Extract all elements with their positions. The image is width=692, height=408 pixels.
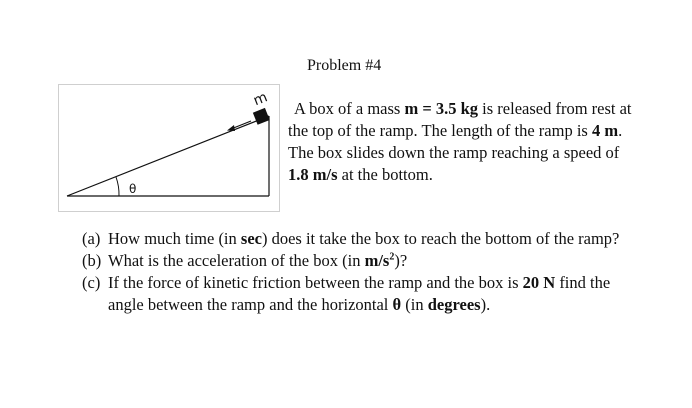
question-b-text-2: )? <box>394 251 408 270</box>
question-b-unit-exp: 2 <box>389 251 395 263</box>
problem-statement <box>288 98 638 186</box>
question-text <box>108 228 642 250</box>
intro-text-3: . The box slides down the ramp reaching a speed of <box>288 121 623 162</box>
question-c-text-1: If the force of kinetic friction between the ramp and the box is <box>108 273 523 292</box>
motion-arrow-head <box>227 125 235 131</box>
question-label: (c) <box>82 273 101 292</box>
mass-box <box>253 108 270 125</box>
question-text <box>108 250 642 272</box>
intro-text-4: at the bottom. <box>337 165 433 184</box>
intro-text-2: is released from rest at the top of the ramp. The length of the ramp is <box>288 99 632 140</box>
question-c-symbol: θ <box>392 295 402 314</box>
question-c-text-3: (in <box>401 295 428 314</box>
mass-value: m = 3.5 kg <box>404 99 479 118</box>
ramp-incline <box>67 116 269 196</box>
question-b-text-1: What is the acceleration of the box (in <box>108 251 365 270</box>
question-c-text-2: find the angle between the ramp and the horizontal <box>108 273 611 314</box>
ramp-figure <box>58 84 280 212</box>
question-b <box>82 250 642 272</box>
ramp-diagram <box>59 85 281 213</box>
problem-title: Problem #4 <box>307 57 382 74</box>
question-text <box>108 272 642 316</box>
question-a-unit: sec <box>240 229 262 248</box>
question-c-text-4: ). <box>480 295 491 314</box>
angle-arc <box>116 177 119 196</box>
angle-label: θ <box>129 182 137 196</box>
question-b-unit-base: m/s <box>364 251 390 270</box>
length-value: 4 m <box>591 121 619 140</box>
question-c <box>82 272 642 316</box>
question-c-force: 20 N <box>522 273 556 292</box>
mass-label: m <box>251 89 270 110</box>
question-b-unit <box>365 251 395 270</box>
question-c-unit: degrees <box>427 295 481 314</box>
question-a-text-1: How much time (in <box>108 229 241 248</box>
speed-value: 1.8 m/s <box>288 165 338 184</box>
question-label: (b) <box>82 251 102 270</box>
question-a <box>82 228 642 250</box>
question-label: (a) <box>82 229 101 248</box>
question-a-text-2: ) does it take the box to reach the bottom of the ramp? <box>261 229 620 248</box>
intro-text-1: A box of a mass <box>294 99 405 118</box>
question-list <box>82 228 642 316</box>
